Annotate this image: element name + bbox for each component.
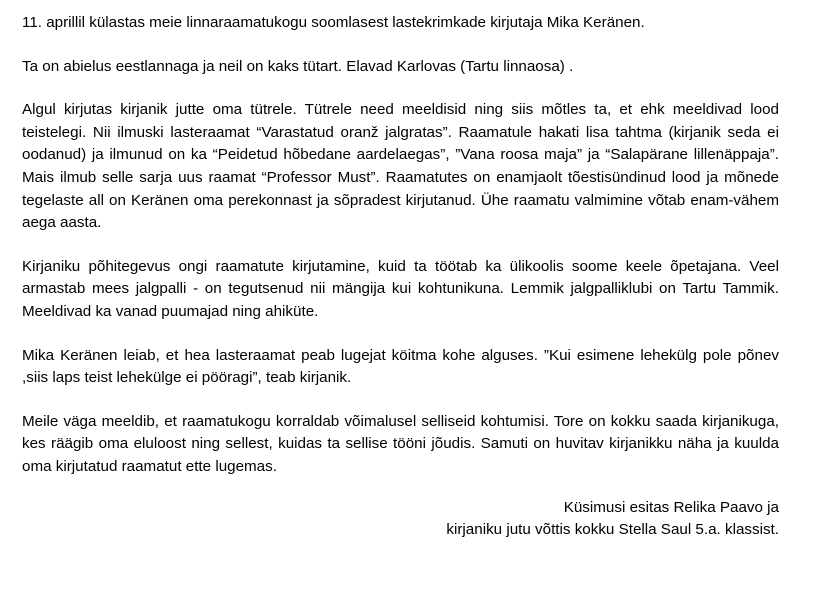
quote-paragraph: Mika Keränen leiab, et hea lasteraamat peab lugejat köitma kohe alguses. ”Kui esimene lehekülg pole põnev ,siis laps teist lehekülge ei pööragi”, teab kirjanik. (22, 346, 779, 387)
books-paragraph: Algul kirjutas kirjanik jutte oma tütrele. Tütrele need meeldisid ning siis mõtles ta, et ehk meeldivad lood teistelegi. Nii ilmuski lasteraamat “Varastatud oranž jalgratas”. Raamatule hakati lisa tahtma (kirjanik seda ei oodanud) ja ilmunud on ka “Peidetud hõbedane aardelaegas”, ”Vana roosa maja” ja “Salapärane lillenäppaja”. Mais ilmub selle sarja uus raamat “Professor Must”. Raamatutes on enamjaolt tõestisündinud lood ja mõnede tegelaste all on Keränen oma perekonnast ja sõpradest kirjutanud. Ühe raamatu valmimine võtab enam-vähem aega aasta. (22, 101, 779, 232)
occupation-paragraph: Kirjaniku põhitegevus ongi raamatute kirjutamine, kuid ta töötab ka ülikoolis soome keele õpetajana. Veel armastab mees jalgpalli - on tegutsenud nii mängija kui kohtunikuna. Lemmik jalgpalliklubi on Tartu Tammik. Meeldivad ka vanad puumajad ning ahiküte. (22, 257, 779, 320)
closing-paragraph: Meile väga meeldib, et raamatukogu korraldab võimalusel selliseid kohtumisi. Tore on kokku saada kirjanikuga, kes räägib oma eluloost ning sellest, kuidas ta sellise tööni jõudis. Samuti on huvitav kirjanikku näha ja kuulda oma kirjutatud raamatut ette lugemas. (22, 412, 779, 475)
family-paragraph: Ta on abielus eestlannaga ja neil on kaks tütart. Elavad Karlovas (Tartu linnaosa) . (22, 57, 574, 75)
signature-line-interviewer: Küsimusi esitas Relika Paavo ja (563, 498, 779, 516)
signature-line-author: kirjaniku jutu võttis kokku Stella Saul 5.a. klassist. (446, 521, 779, 539)
document-page (22, 12, 779, 542)
signature-block (22, 497, 779, 542)
intro-paragraph: 11. aprillil külastas meie linnaraamatukogu soomlasest lastekrimkade kirjutaja Mika Keränen. (22, 14, 645, 31)
